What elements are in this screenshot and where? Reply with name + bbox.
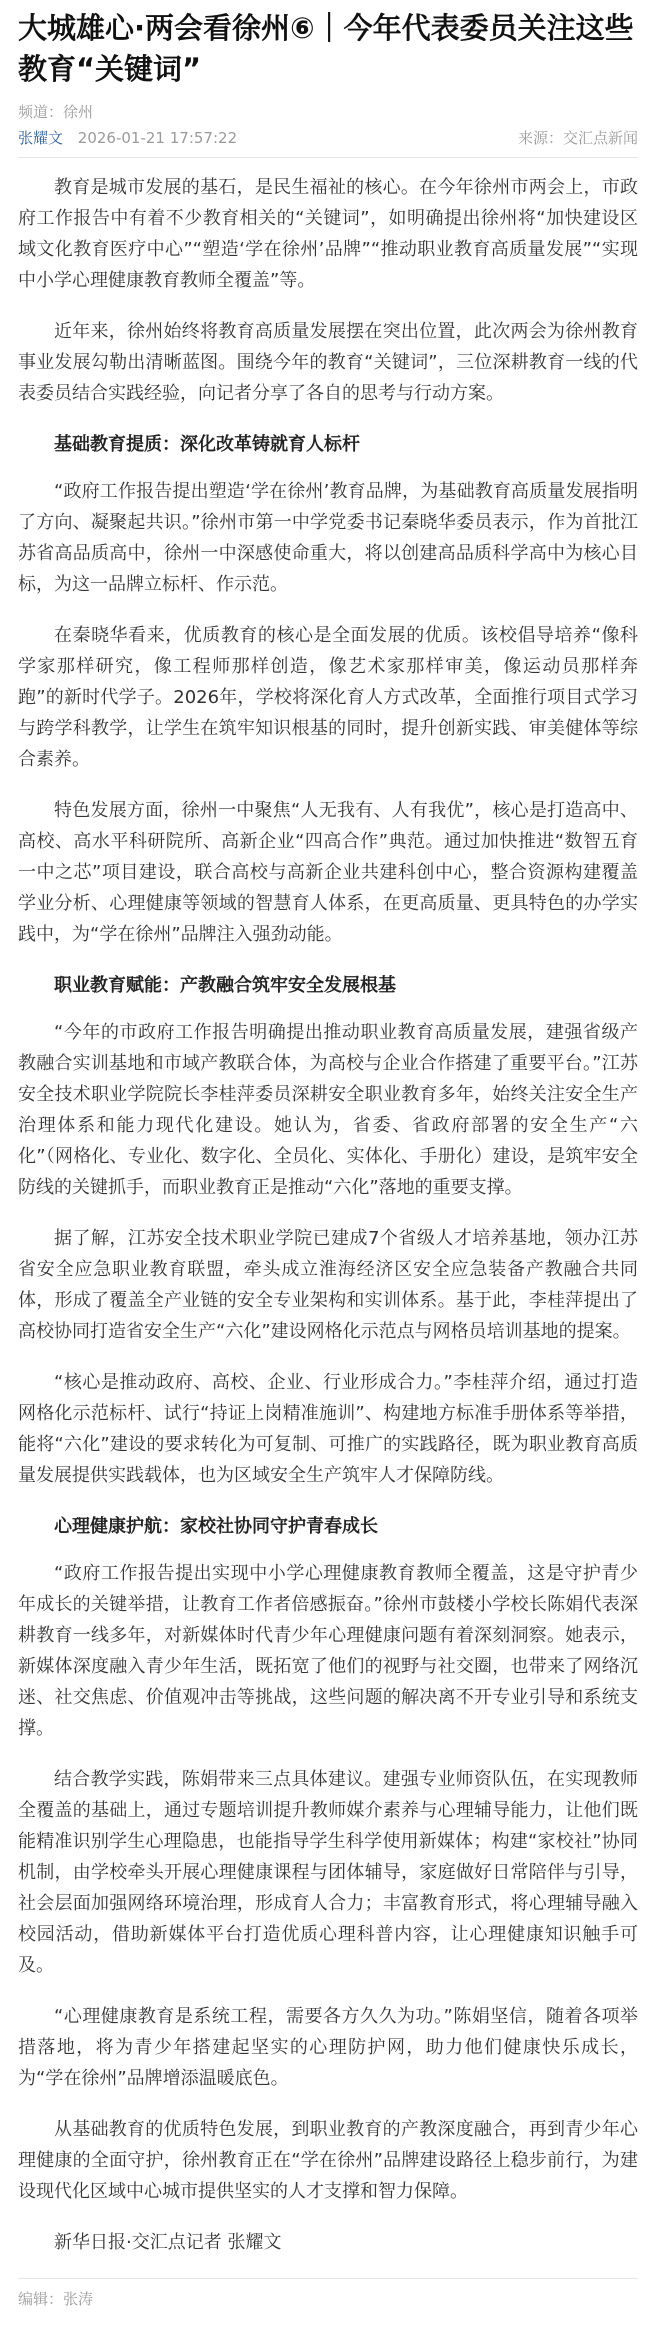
section-heading: 基础教育提质：深化改革铸就育人标杆 [54,434,360,455]
article-paragraph: 特色发展方面，徐州一中聚焦“人无我有、人有我优”，核心是打造高中、高校、高水平科研院所、高新企业“四高合作”典范。通过加快推进“数智五育 一中之芯”项目建设，联合高校与高新企业共建科创中心，整合资源构建覆盖学业分析、心理健康等领域的智慧育人体系，在更高质量、更具特色的办学实践中，为“学在徐州”品牌注入强劲动能。 [18,800,638,945]
reporter-byline: 新华日报·交汇点记者 张耀文 [54,2232,282,2253]
article-meta-left [18,128,237,148]
article-body [18,172,638,2258]
article-paragraph: 结合教学实践，陈娟带来三点具体建议。建强专业师资队伍，在实现教师全覆盖的基础上，通过专题培训提升教师媒介素养与心理辅导能力，让他们既能精准识别学生心理隐患，也能指导学生科学使用新媒体；构建“家校社”协同机制，由学校牵头开展心理健康课程与团体辅导，家庭做好日常陪伴与引导，社会层面加强网络环境治理，形成育人合力；丰富教育形式，将心理辅导融入校园活动，借助新媒体平台打造优质心理科普内容，让心理健康知识触手可及。 [18,1769,638,1976]
article-paragraph: “核心是推动政府、高校、企业、行业形成合力。”李桂萍介绍，通过打造网格化示范标杆、试行“持证上岗精准施训”、构建地方标准手册体系等举措，能将“六化”建设的要求转化为可复制、可推广的实践路径，既为职业教育高质量发展提供实践载体，也为区域安全生产筑牢人才保障防线。 [18,1372,638,1486]
article-paragraph: 近年来，徐州始终将教育高质量发展摆在突出位置，此次两会为徐州教育事业发展勾勒出清晰蓝图。围绕今年的教育“关键词”，三位深耕教育一线的代表委员结合实践经验，向记者分享了各自的思考与行动方案。 [18,321,638,404]
article-title: 大城雄心·两会看徐州⑥｜今年代表委员关注这些教育“关键词” [18,11,634,86]
article-paragraph: “今年的市政府工作报告明确提出推动职业教育高质量发展，建强省级产教融合实训基地和市域产教联合体，为高校与企业合作搭建了重要平台。”江苏安全技术职业学院院长李桂萍委员深耕安全职业教育多年，始终关注安全生产治理体系和能力现代化建设。她认为，省委、省政府部署的安全生产“六化”（网格化、专业化、数字化、全员化、实体化、手册化）建设，是筑牢安全防线的关键抓手，而职业教育正是推动“六化”落地的重要支撑。 [18,1022,638,1198]
article-paragraph: “心理健康教育是系统工程，需要各方久久为功。”陈娟坚信，随着各项举措落地，将为青少年搭建起坚实的心理防护网，助力他们健康快乐成长，为“学在徐州”品牌增添温暖底色。 [18,2006,638,2089]
article-paragraph: 在秦晓华看来，优质教育的核心是全面发展的优质。该校倡导培养“像科学家那样研究，像工程师那样创造，像艺术家那样审美，像运动员那样奔跑”的新时代学子。2026年，学校将深化育人方式改革，全面推行项目式学习与跨学科教学，让学生在筑牢知识根基的同时，提升创新实践、审美健体等综合素养。 [18,625,638,770]
article-channel: 频道：徐州 [18,103,94,121]
article-source: 来源：交汇点新闻 [517,129,638,147]
article-footer [18,2278,638,2309]
author-link[interactable]: 张耀文 [18,129,64,147]
editor-credit: 编辑：张涛 [18,2290,94,2308]
article-paragraph: 教育是城市发展的基石，是民生福祉的核心。在今年徐州市两会上，市政府工作报告中有着不少教育相关的“关键词”，如明确提出徐州将“加快建设区域文化教育医疗中心”“塑造‘学在徐州’品牌”“推动职业教育高质量发展”“实现中小学心理健康教育教师全覆盖”等。 [18,177,638,291]
section-heading: 职业教育赋能：产教融合筑牢安全发展根基 [54,975,396,996]
article-paragraph: “政府工作报告提出实现中小学心理健康教育教师全覆盖，这是守护青少年成长的关键举措，让教育工作者倍感振奋。”徐州市鼓楼小学校长陈娟代表深耕教育一线多年，对新媒体时代青少年心理健康问题有着深刻洞察。她表示，新媒体深度融入青少年生活，既拓宽了他们的视野与社交圈，也带来了网络沉迷、社交焦虑、价值观冲击等挑战，这些问题的解决离不开专业引导和系统支撑。 [18,1563,638,1739]
article-paragraph: “政府工作报告提出塑造‘学在徐州’教育品牌，为基础教育高质量发展指明了方向、凝聚起共识。”徐州市第一中学党委书记秦晓华委员表示，作为首批江苏省高品质高中，徐州一中深感使命重大，将以创建高品质科学高中为核心目标，为这一品牌立标杆、作示范。 [18,481,638,595]
section-heading: 心理健康护航：家校社协同守护青春成长 [54,1516,378,1537]
article-paragraph: 从基础教育的优质特色发展，到职业教育的产教深度融合，再到青少年心理健康的全面守护，徐州教育正在“学在徐州”品牌建设路径上稳步前行，为建设现代化区域中心城市提供坚实的人才支撑和智力保障。 [18,2119,638,2202]
article-paragraph: 据了解，江苏安全技术职业学院已建成7个省级人才培养基地，领办江苏省安全应急职业教育联盟，牵头成立淮海经济区安全应急装备产教融合共同体，形成了覆盖全产业链的安全专业架构和实训体系。基于此，李桂萍提出了高校协同打造省安全生产“六化”建设网格化示范点与网格员培训基地的提案。 [18,1228,638,1342]
publish-datetime: 2026-01-21 17:57:22 [77,129,238,147]
article-meta [18,128,638,158]
